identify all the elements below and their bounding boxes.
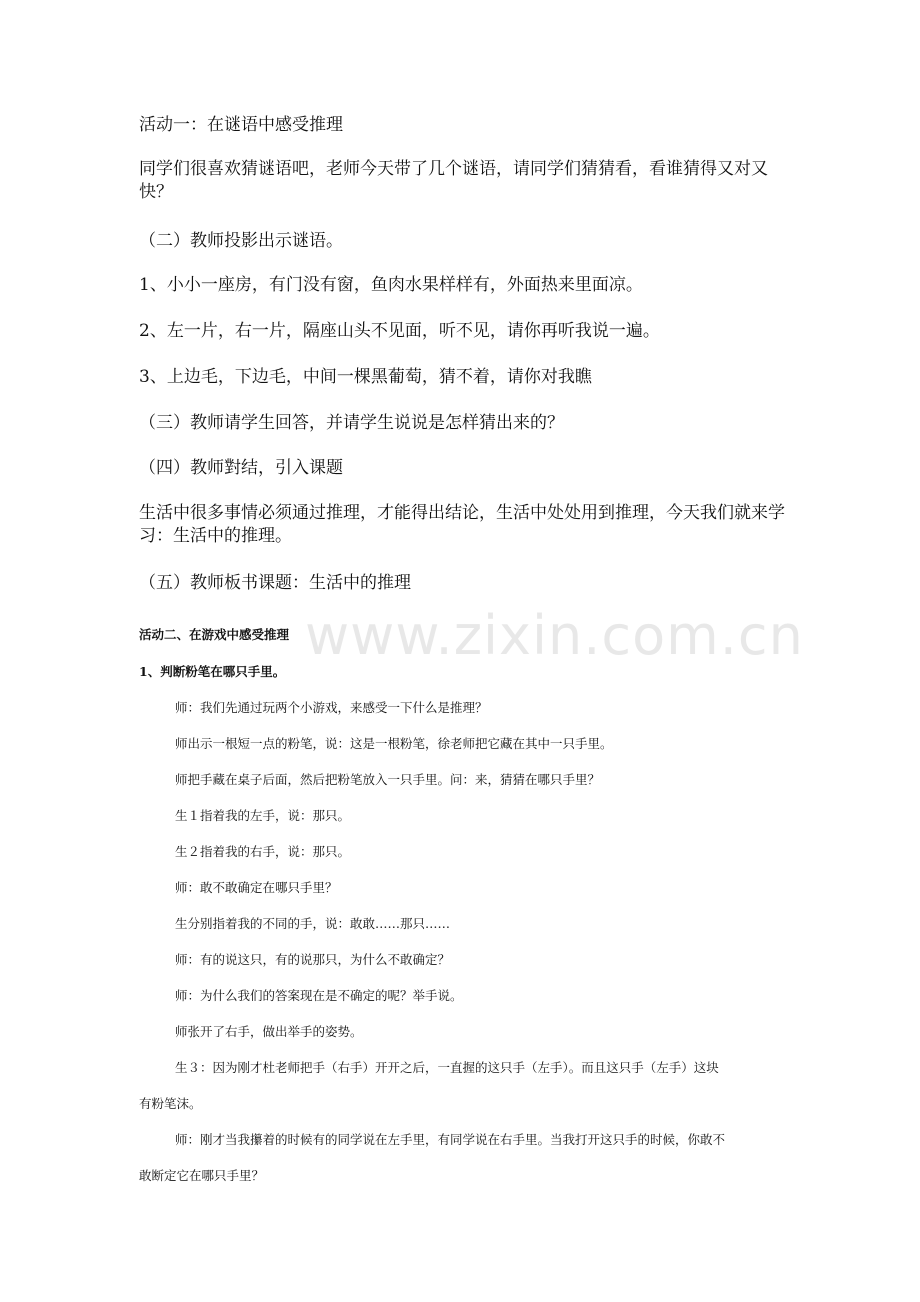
dialogue-paragraph-2-first: 师：刚才当我攥着的时候有的同学说在左手里，有同学说在右手里。当我打开这只手的时候，你敢不 (175, 1132, 726, 1147)
dialogue-paragraph-1-rest: 有粉笔沫。 (139, 1096, 202, 1111)
section2-title: 活动二、在游戏中感受推理 (139, 627, 290, 642)
section2-subtitle: 1、判断粉笔在哪只手里。 (139, 664, 286, 679)
dialogue-line: 师：为什么我们的答案现在是不确定的呢？举手说。 (175, 988, 463, 1003)
dialogue-paragraph-2-rest: 敢断定它在哪只手里？ (139, 1168, 265, 1183)
dialogue-line: 师：有的说这只，有的说那只，为什么不敢确定？ (175, 952, 451, 967)
section1-step2: （二）教师投影出示谜语。 (139, 231, 343, 251)
dialogue-line: 生１指着我的左手，说：那只。 (175, 808, 351, 823)
section1-title: 活动一：在谜语中感受推理 (139, 115, 343, 135)
watermark: www.zixin.com.cn (305, 604, 804, 667)
dialogue-line: 师出示一根短一点的粉笔，说：这是一根粉笔，徐老师把它藏在其中一只手里。 (175, 736, 613, 751)
section1-step4: （四）教师對结，引入课题 (139, 458, 343, 478)
section1-summary: 生活中很多事情必须通过推理，才能得出结论，生活中处处用到推理，今天我们就来学习：生活中的推理。 (139, 503, 785, 546)
dialogue-paragraph-1-first: 生３：因为刚才杜老师把手（右手）开开之后，一直握的这只手（左手）。而且这只手（左手）这块 (175, 1060, 719, 1075)
dialogue-line: 生分别指着我的不同的手，说：敢敢……那只…… (175, 916, 451, 931)
section1-intro: 同学们很喜欢猜谜语吧，老师今天带了几个谜语，请同学们猜猜看，看谁猜得又对又快？ (139, 159, 768, 202)
dialogue-line: 师把手藏在桌子后面，然后把粉笔放入一只手里。问：来，猜猜在哪只手里？ (175, 772, 601, 787)
section1-step5: （五）教师板书课题：生活中的推理 (139, 573, 411, 593)
dialogue-line: 师张开了右手，做出举手的姿势。 (175, 1024, 363, 1039)
riddle-2: 2、左一片，右一片，隔座山头不见面，听不见，请你再听我说一遍。 (139, 321, 660, 341)
section1-step3: （三）教师请学生回答，并请学生说说是怎样猜出来的？ (139, 413, 564, 433)
dialogue-line: 师：我们先通过玩两个小游戏，来感受一下什么是推理？ (175, 700, 488, 715)
dialogue-line: 师：敢不敢确定在哪只手里？ (175, 880, 338, 895)
dialogue-line: 生２指着我的右手，说：那只。 (175, 844, 351, 859)
riddle-3: 3、上边毛，下边毛，中间一棵黑葡萄，猜不着，请你对我瞧 (139, 367, 592, 387)
riddle-1: 1、小小一座房，有门没有窗，鱼肉水果样样有，外面热来里面凉。 (139, 275, 643, 295)
